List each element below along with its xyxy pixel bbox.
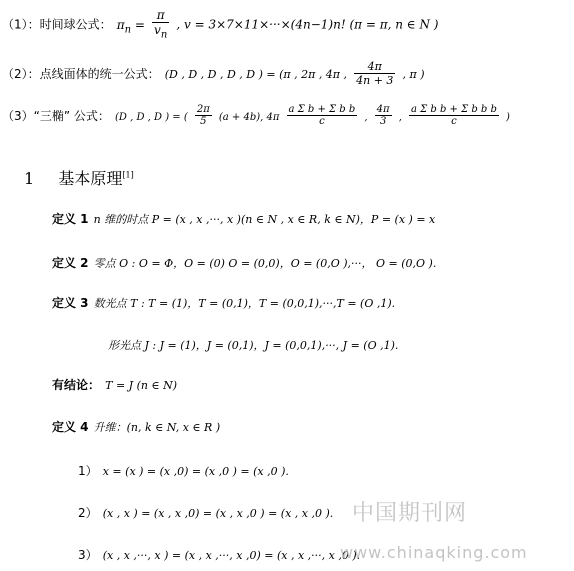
item-3 bbox=[78, 544, 360, 563]
section-heading bbox=[24, 166, 134, 189]
definition-1-label: 定义 1 bbox=[52, 212, 89, 226]
formula-1-lhs: $\pi_n$ = bbox=[116, 17, 145, 36]
definition-3 bbox=[52, 292, 395, 311]
item-3-label: 3） bbox=[78, 548, 98, 562]
item-1 bbox=[78, 460, 289, 479]
formula-2-line bbox=[2, 60, 425, 87]
item-2-text: (x , x ) = (x , x ,0) = (x , x ,0 ) = (x , x ,0 ). bbox=[102, 507, 334, 520]
definition-3b-text: 形光点 J : J = (1)，J = (0,1)，J = (0,0,1),···, J = (O ,1). bbox=[108, 339, 399, 352]
item-2 bbox=[78, 502, 333, 521]
formula-3-tag: （3）“三椭” 公式： bbox=[2, 109, 110, 123]
conclusion-label: 有结论： bbox=[52, 378, 101, 392]
definition-4 bbox=[52, 416, 220, 435]
formula-2-tag: （2）：点线面体的统一公式： bbox=[2, 67, 160, 81]
definition-2 bbox=[52, 252, 436, 271]
formula-1-fraction: $\frac{\pi}{v_n}$ bbox=[154, 8, 168, 41]
formula-3-mid1: (a + 4b), 4π bbox=[218, 112, 280, 123]
formula-2-left: (D , D , D , D , D ) = (π , 2π , 4π , bbox=[164, 68, 348, 81]
conclusion bbox=[52, 374, 177, 393]
formula-3-left: (D , D , D ) = ( bbox=[114, 112, 188, 123]
formula-3-frac4: $\frac{\text{a Σ b b + Σ b b b}}{c}$ bbox=[410, 104, 497, 127]
definition-3b bbox=[108, 334, 398, 353]
item-2-label: 2） bbox=[78, 506, 98, 520]
section-title: 基本原理 bbox=[58, 169, 123, 188]
conclusion-text: T = J (n ∈ N) bbox=[105, 379, 177, 392]
definition-1 bbox=[52, 208, 435, 227]
definition-1-text: n 维的时点 P = (x , x ,···, x )(n ∈ N , x ∈ R, k ∈ N)，P = (x ) = x bbox=[93, 213, 436, 226]
definition-3-text: 数光点 T : T = (1)，T = (0,1)，T = (0,0,1),···,T = (O ,1). bbox=[93, 297, 396, 310]
formula-3-end: ) bbox=[505, 112, 510, 123]
item-3-text: (x , x ,···, x ) = (x , x ,···, x ,0) = (x , x ,···, x ,0 ). bbox=[102, 549, 361, 562]
watermark-cn: 中国期刊网 bbox=[352, 501, 468, 526]
section-ref: [1] bbox=[122, 170, 134, 180]
formula-3-line: （3）“三椭” 公式： (D , D , D ) = ( $\frac{2\pi}{5}$ (a + 4b), 4π $\frac{\text{a Σ b + Σ b b}}{c}$ , $\frac{4\pi}{3}$ , $\frac{\text{a Σ b b + Σ b b b}}{c}$ ) bbox=[2, 104, 510, 127]
formula-1-rest: , v = 3×7×11×···×(4n−1)n! (π = π, n ∈ N ) bbox=[176, 17, 439, 32]
definition-3-label: 定义 3 bbox=[52, 296, 89, 310]
formula-1-line bbox=[2, 8, 438, 40]
formula-2-right: , π ) bbox=[402, 68, 425, 81]
formula-3-frac3: $\frac{4\pi}{3}$ bbox=[376, 104, 390, 127]
formula-3-frac1: $\frac{2\pi}{5}$ bbox=[196, 104, 210, 127]
formula-1-tag: （1）：时间球公式： bbox=[2, 17, 112, 32]
item-1-text: x = (x ) = (x ,0) = (x ,0 ) = (x ,0 ). bbox=[102, 465, 289, 478]
watermark-url: www.chinaqking.com bbox=[340, 543, 528, 562]
definition-2-label: 定义 2 bbox=[52, 256, 89, 270]
formula-3-frac2: $\frac{\text{a Σ b + Σ b b}}{c}$ bbox=[288, 104, 356, 127]
definition-2-text: 零点 O : O = Φ，O = (0) O = (0,0)，O = (0,O ),···， O = (0,O ). bbox=[93, 257, 437, 270]
section-number: 1 bbox=[24, 169, 35, 188]
formula-2-fraction: $\frac{4\pi}{4n + 3}$ bbox=[356, 60, 394, 87]
definition-4-text: 升维：(n, k ∈ N, x ∈ R ) bbox=[93, 421, 221, 434]
formula-3-mid2: , bbox=[364, 112, 368, 123]
item-1-label: 1） bbox=[78, 464, 98, 478]
definition-4-label: 定义 4 bbox=[52, 420, 89, 434]
